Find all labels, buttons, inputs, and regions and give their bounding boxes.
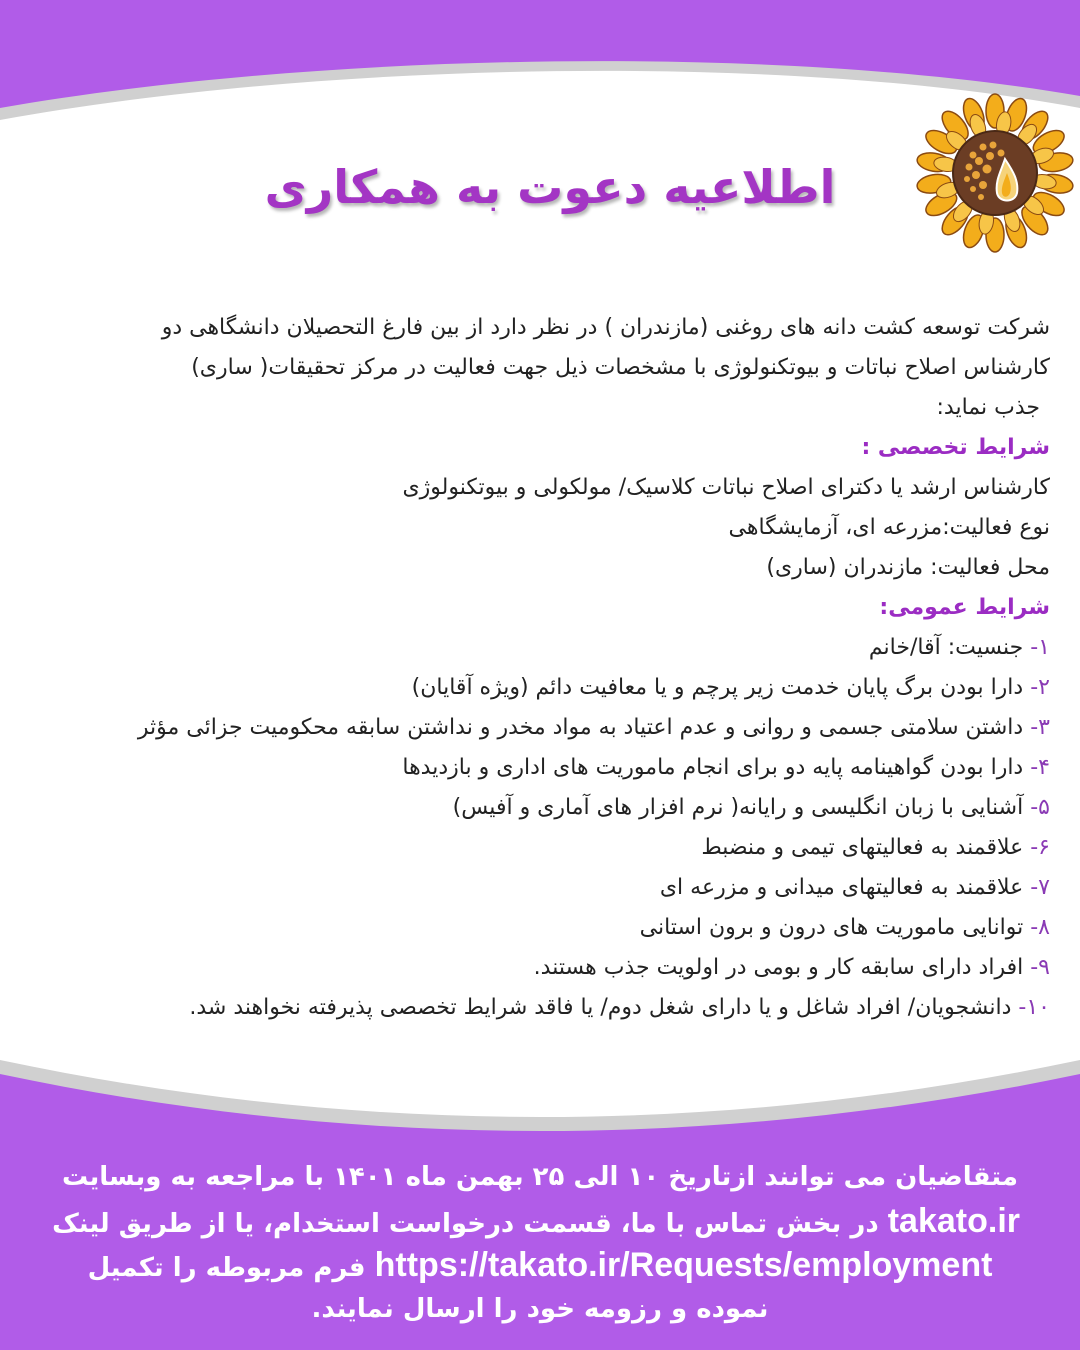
general-condition-item	[10, 628, 1050, 668]
item-text: داشتن سلامتی جسمی و روانی و عدم اعتیاد به مواد مخدر و نداشتن سابقه محکومیت جزائی مؤثر	[137, 715, 1031, 740]
item-number: ۱-	[1030, 635, 1050, 660]
specialized-conditions-heading: شرایط تخصصی :	[861, 435, 1050, 460]
item-number: ۴-	[1030, 755, 1050, 780]
sunflower-logo-icon	[915, 93, 1075, 253]
intro-line: کارشناس اصلاح نباتات و بیوتکنولوژی با مشخصات ذیل جهت فعالیت در مرکز تحقیقات( ساری)	[191, 355, 1050, 380]
general-condition-item	[10, 948, 1050, 988]
footer-text: در بخش تماس با ما، قسمت درخواست استخدام، یا از طریق لینک	[52, 1209, 888, 1239]
application-instructions	[52, 1155, 1020, 1331]
general-condition-item	[10, 708, 1050, 748]
item-text: دانشجویان/ افراد شاغل و یا دارای شغل دوم/ یا فاقد شرایط تخصصی پذیرفته نخواهند شد.	[189, 995, 1019, 1020]
footer-line	[52, 1199, 1020, 1243]
page-title: اطلاعیه دعوت به همکاری	[264, 160, 836, 214]
item-number: ۲-	[1030, 675, 1050, 700]
intro-line: شرکت توسعه کشت دانه های روغنی (مازندران ) در نظر دارد از بین فارغ التحصیلان دانشگاهی دو	[161, 315, 1050, 340]
general-condition-item	[10, 908, 1050, 948]
item-number: ۷-	[1030, 875, 1050, 900]
specialized-condition: کارشناس ارشد یا دکترای اصلاح نباتات کلاسیک/ مولکولی و بیوتکنولوژی	[402, 475, 1050, 500]
general-condition-item	[10, 988, 1050, 1028]
employment-form-link[interactable]: https://takato.ir/Requests/employment	[374, 1246, 993, 1284]
general-condition-item	[10, 828, 1050, 868]
announcement-body	[10, 308, 1050, 1028]
item-text: آشنایی با زبان انگلیسی و رایانه( نرم افزار های آماری و آفیس)	[452, 795, 1031, 820]
specialized-condition: محل فعالیت: مازندران (ساری)	[766, 555, 1050, 580]
general-condition-item	[10, 668, 1050, 708]
general-conditions-heading: شرایط عمومی:	[879, 595, 1050, 620]
item-number: ۸-	[1030, 915, 1050, 940]
item-number: ۳-	[1030, 715, 1050, 740]
item-text: علاقمند به فعالیتهای میدانی و مزرعه ای	[659, 875, 1031, 900]
item-text: علاقمند به فعالیتهای تیمی و منضبط	[701, 835, 1031, 860]
item-text: جنسیت: آقا/خانم	[868, 635, 1031, 660]
item-number: ۵-	[1030, 795, 1050, 820]
item-text: افراد دارای سابقه کار و بومی در اولویت جذب هستند.	[533, 955, 1031, 980]
general-condition-item	[10, 748, 1050, 788]
general-condition-item	[10, 868, 1050, 908]
footer-text: فرم مربوطه را تکمیل	[87, 1253, 375, 1283]
item-number: ۹-	[1030, 955, 1050, 980]
item-text: توانایی ماموریت های درون و برون استانی	[639, 915, 1031, 940]
footer-line: نموده و رزومه خود را ارسال نمایند.	[311, 1294, 769, 1324]
footer-line	[60, 1243, 1020, 1287]
item-text: دارا بودن گواهینامه پایه دو برای انجام ماموریت های اداری و بازدیدها	[402, 755, 1031, 780]
general-condition-item	[10, 788, 1050, 828]
intro-line: جذب نماید:	[936, 395, 1040, 420]
item-number: ۱۰-	[1018, 995, 1050, 1020]
specialized-condition: نوع فعالیت:مزرعه ای، آزمایشگاهی	[728, 515, 1050, 540]
item-number: ۶-	[1030, 835, 1050, 860]
item-text: دارا بودن برگ پایان خدمت زیر پرچم و یا معافیت دائم (ویژه آقایان)	[411, 675, 1031, 700]
website-link[interactable]: takato.ir	[887, 1202, 1020, 1240]
footer-line: متقاضیان می توانند ازتاریخ ۱۰ الی ۲۵ بهمن ماه ۱۴۰۱ با مراجعه به وبسایت	[62, 1162, 1018, 1192]
